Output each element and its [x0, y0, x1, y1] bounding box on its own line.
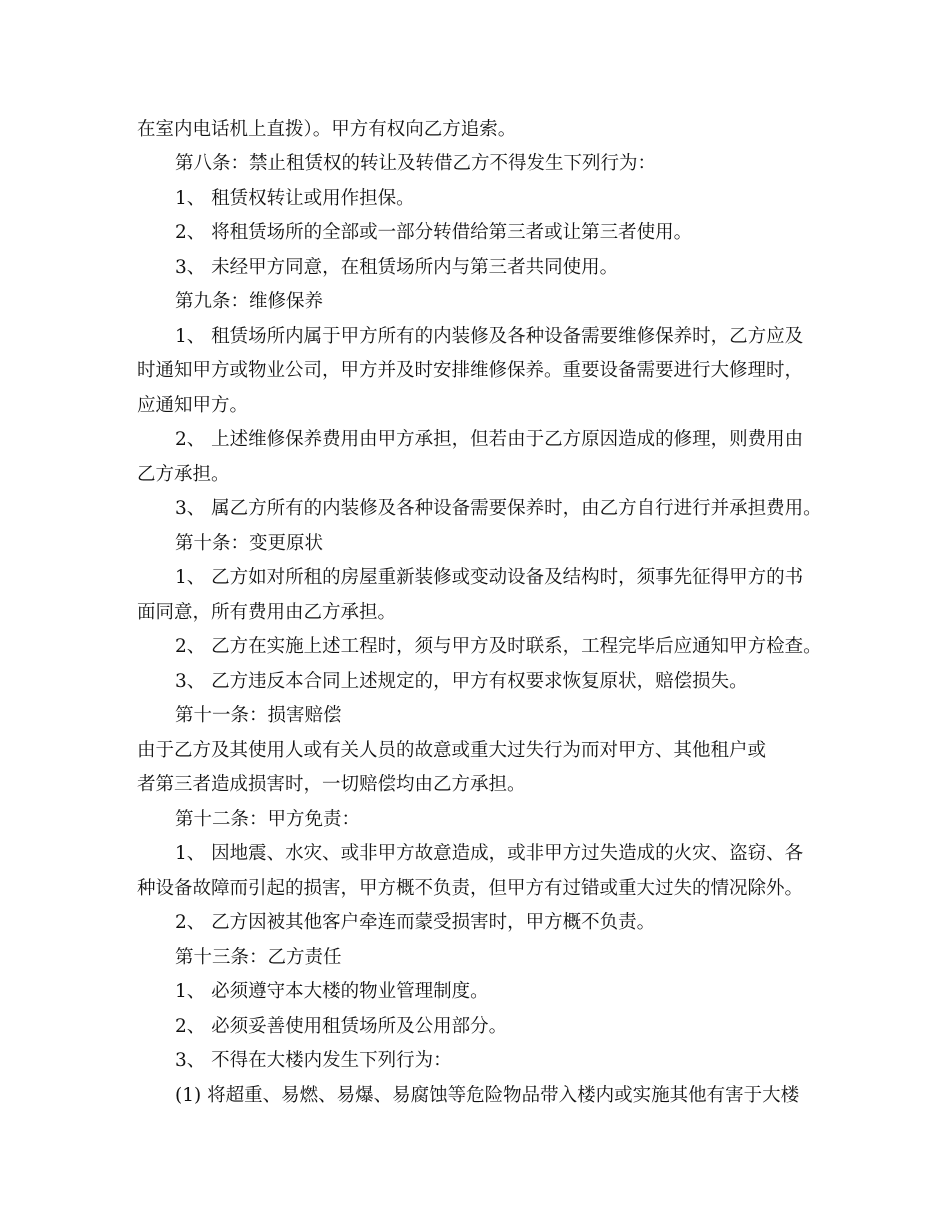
- text-line: 3、 乙方违反本合同上述规定的，甲方有权要求恢复原状，赔偿损失。: [175, 671, 748, 692]
- text-line: 时通知甲方或物业公司，甲方并及时安排维修保养。重要设备需要进行大修理时，: [137, 360, 804, 381]
- text-line: (1) 将超重、易燃、易爆、易腐蚀等危险物品带入楼内或实施其他有害于大楼: [175, 1085, 800, 1106]
- article-heading: 第十二条：甲方免责：: [175, 809, 361, 830]
- article-heading: 第九条：维修保养: [175, 291, 324, 312]
- text-line: 2、 乙方因被其他客户牵连而蒙受损害时，甲方概不负责。: [175, 912, 656, 933]
- text-line: 应通知甲方。: [137, 395, 249, 416]
- text-line: 1、 必须遵守本大楼的物业管理制度。: [175, 981, 489, 1002]
- text-line: 2、 必须妥善使用租赁场所及公用部分。: [175, 1016, 508, 1037]
- text-line: 由于乙方及其使用人或有关人员的故意或重大过失行为而对甲方、其他租户或: [137, 740, 767, 761]
- text-line: 2、 上述维修保养费用由甲方承担，但若由于乙方原因造成的修理，则费用由: [175, 429, 804, 450]
- text-line: 2、 将租赁场所的全部或一部分转借给第三者或让第三者使用。: [175, 222, 693, 243]
- text-line: 在室内电话机上直拨）。甲方有权向乙方追索。: [137, 119, 517, 140]
- text-line: 1、 因地震、水灾、或非甲方故意造成，或非甲方过失造成的火灾、盗窃、各: [175, 843, 804, 864]
- text-line: 3、 属乙方所有的内装修及各种设备需要保养时，由乙方自行进行并承担费用。: [175, 498, 822, 519]
- article-heading: 第十条：变更原状: [175, 533, 324, 554]
- text-line: 者第三者造成损害时，一切赔偿均由乙方承担。: [137, 774, 526, 795]
- article-heading: 第十一条：损害赔偿: [175, 705, 342, 726]
- text-line: 3、 未经甲方同意，在租赁场所内与第三者共同使用。: [175, 257, 619, 278]
- text-line: 1、 乙方如对所租的房屋重新装修或变动设备及结构时，须事先征得甲方的书: [175, 567, 804, 588]
- article-heading: 第十三条：乙方责任: [175, 947, 342, 968]
- text-line: 乙方承担。: [137, 464, 230, 485]
- text-line: 种设备故障而引起的损害，甲方概不负责，但甲方有过错或重大过失的情况除外。: [137, 878, 804, 899]
- text-line: 2、 乙方在实施上述工程时，须与甲方及时联系，工程完毕后应通知甲方检查。: [175, 636, 822, 657]
- text-line: 面同意，所有费用由乙方承担。: [137, 602, 397, 623]
- text-line: 3、 不得在大楼内发生下列行为：: [175, 1050, 452, 1071]
- article-heading: 第八条：禁止租赁权的转让及转借乙方不得发生下列行为：: [175, 153, 657, 174]
- text-line: 1、 租赁权转让或用作担保。: [175, 188, 415, 209]
- text-line: 1、 租赁场所内属于甲方所有的内装修及各种设备需要维修保养时，乙方应及: [175, 326, 804, 347]
